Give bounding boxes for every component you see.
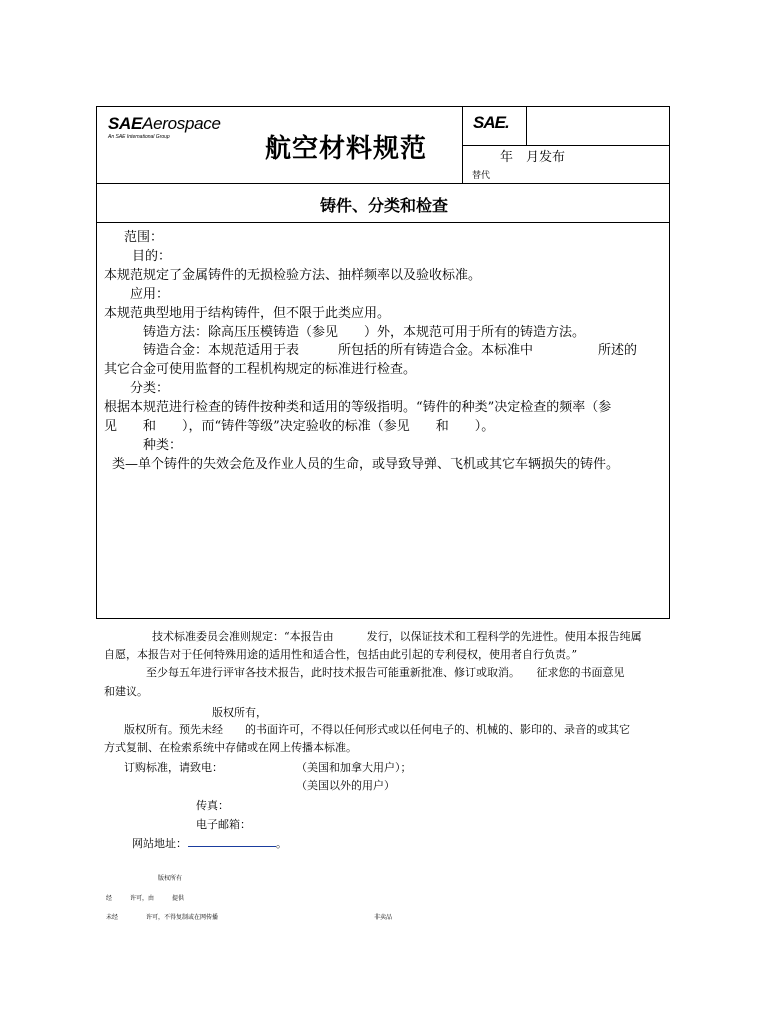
footer-license-a: 经: [106, 895, 113, 902]
footer-license-c: 提供: [172, 895, 185, 902]
footer-not-for-sale: 非卖品: [374, 914, 393, 921]
footer-license-b: 许可，由: [130, 895, 155, 902]
body-line: 类—单个铸件的失效会危及作业人员的生命，或导致导弹、飞机或其它车辆损失的铸件。: [112, 457, 620, 472]
body-line: 铸造方法：除高压压模铸造（参见 ）外，本规范可用于所有的铸造方法。: [143, 325, 586, 340]
note-line: （美国和加拿大用户）；: [296, 761, 412, 774]
footer-no-copy-b: 许可，不得复制或在网传播: [146, 914, 219, 921]
note-line: 至少每五年进行评审各技术报告，此时技术报告可能重新批准、修订或取消。 征求您的书面意见: [146, 666, 625, 679]
note-line: 自愿，本报告对于任何特殊用途的适用性和适合性，包括由此引起的专利侵权，使用者自行负责。”: [104, 648, 578, 661]
note-line: 。: [276, 837, 287, 850]
sae-mark-logo: SAE.: [473, 113, 509, 132]
note-line: （美国以外的用户）: [296, 779, 395, 792]
body-line: 范围：: [124, 230, 164, 245]
note-line: 订购标准，请致电：: [124, 761, 223, 774]
body-line: 铸造合金：本规范适用于表 所包括的所有铸造合金。本标准中 所述的: [143, 343, 638, 358]
title-divider: [96, 222, 670, 223]
body-line: 本规范规定了金属铸件的无损检验方法、抽样频率以及验收标准。: [104, 268, 482, 283]
note-line: 传真：: [196, 799, 229, 812]
body-line: 种类：: [143, 438, 183, 453]
sae-aerospace-logo: SAEAerospace: [108, 114, 221, 133]
body-line: 见 和 ），而“铸件等级”决定验收的标准（参见 和 ）。: [104, 419, 495, 434]
document-title: 航空材料规范: [265, 134, 428, 164]
website-label: 网站地址：: [132, 837, 187, 850]
note-line: 版权所有，: [212, 706, 267, 719]
note-line: 版权所有。预先未经 的书面许可，不得以任何形式或以任何电子的、机械的、影印的、录音的或其它: [124, 723, 630, 736]
note-line: 方式复制、在检索系统中存储或在网上传播本标准。: [104, 741, 357, 754]
body-line: 其它合金可使用监督的工程机构规定的标准进行检查。: [104, 362, 417, 377]
body-line: 本规范典型地用于结构铸件，但不限于此类应用。: [104, 306, 391, 321]
note-line: 技术标准委员会准则规定：“本报告由 发行，以保证技术和工程科学的先进性。使用本报告纯属: [152, 630, 642, 643]
footer-no-copy-a: 未经: [106, 914, 119, 921]
issued-date: 年 月发布: [500, 150, 566, 165]
website-link[interactable]: [188, 846, 276, 847]
logo-tagline: An SAE International Group: [108, 134, 170, 140]
supersedes-label: 替代: [472, 171, 491, 181]
body-line: 根据本规范进行检查的铸件按种类和适用的等级指明。“铸件的种类”决定检查的频率（参: [104, 400, 612, 415]
sae-cell-bottom: [462, 145, 670, 146]
body-line: 分类：: [130, 381, 170, 396]
note-line: 和建议。: [104, 685, 148, 698]
header-divider: [96, 183, 670, 184]
footer-copyright: 版权所有: [158, 875, 183, 882]
sae-cell-divider: [526, 106, 527, 145]
note-line: 电子邮箱：: [196, 818, 251, 831]
body-line: 目的：: [132, 249, 172, 264]
section-title: 铸件、分类和检查: [319, 196, 448, 215]
body-line: 应用：: [130, 287, 170, 302]
